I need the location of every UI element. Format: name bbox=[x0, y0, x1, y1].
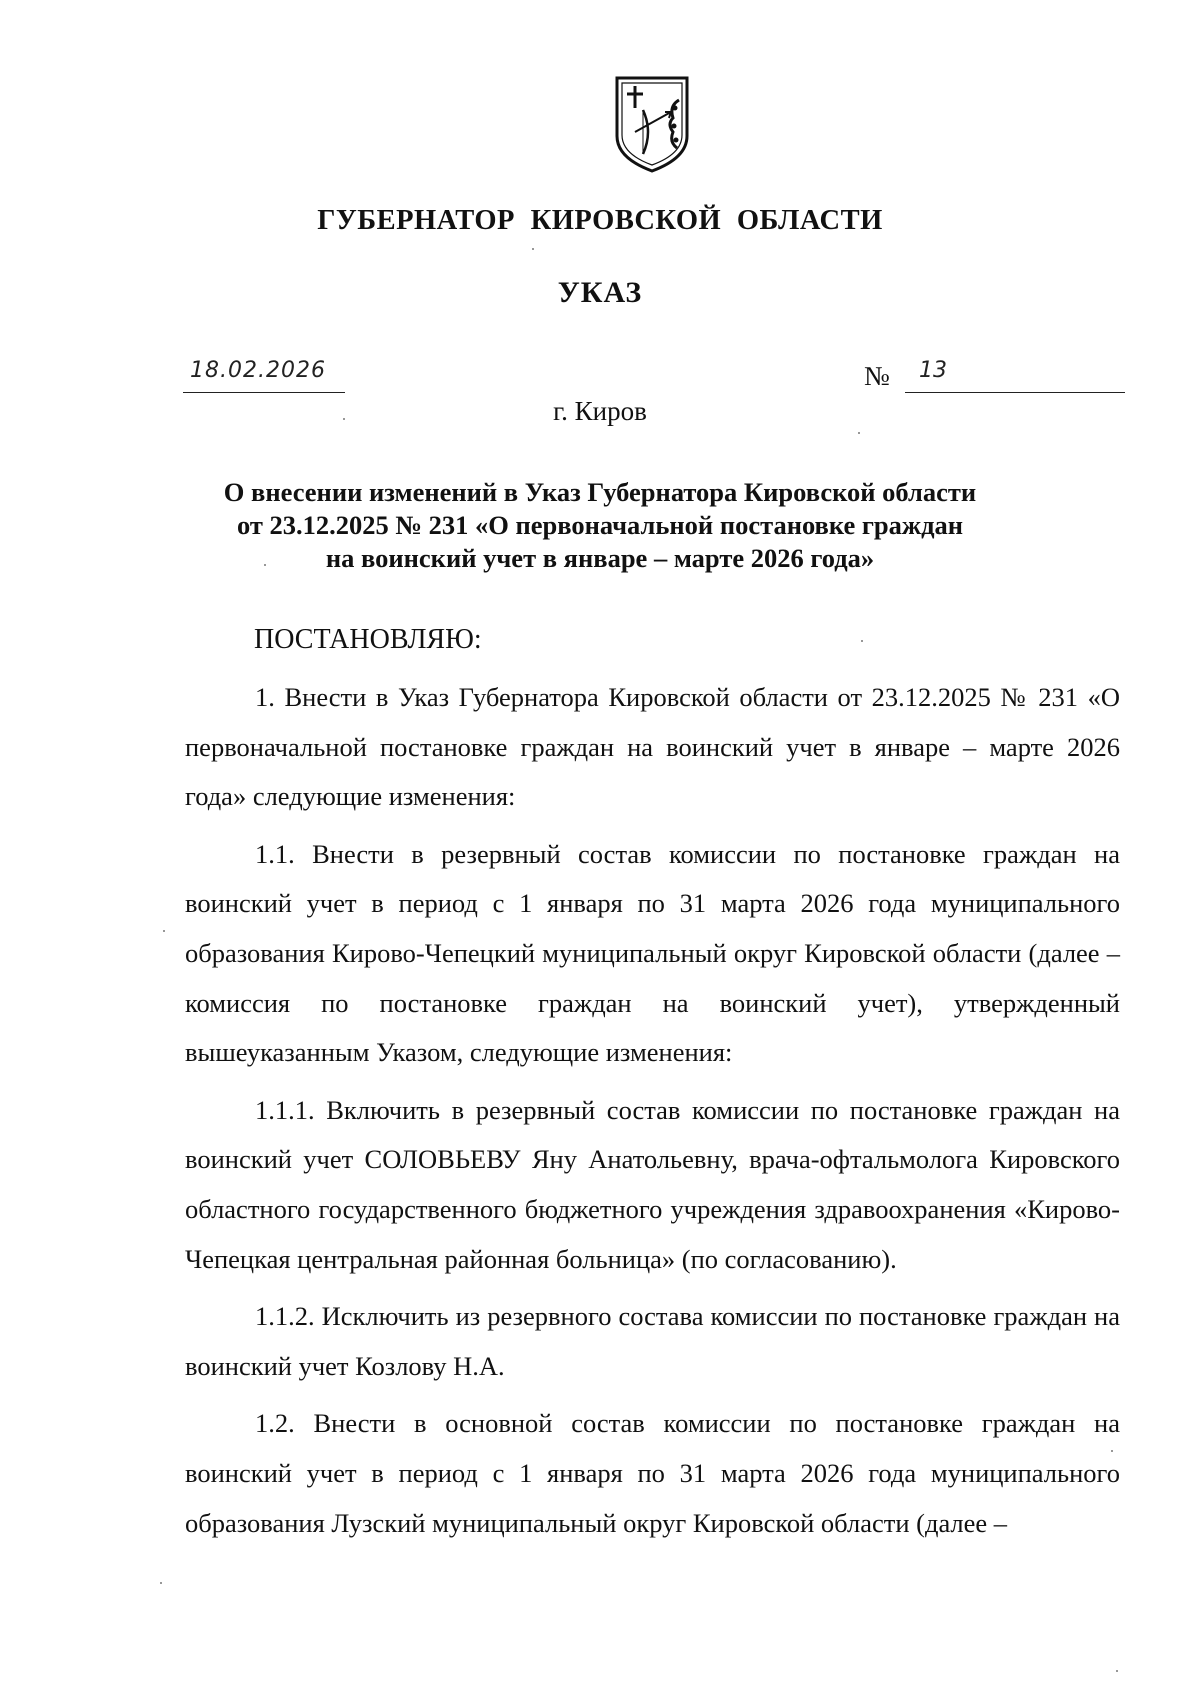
issuing-authority: ГУБЕРНАТОР КИРОВСКОЙ ОБЛАСТИ bbox=[317, 205, 883, 236]
scan-speck bbox=[858, 432, 860, 434]
number-field bbox=[905, 358, 1125, 393]
decree-word: ПОСТАНОВЛЯЮ: bbox=[254, 624, 482, 655]
scan-speck bbox=[861, 640, 863, 642]
handwritten-number: 13 bbox=[919, 358, 947, 383]
paragraph: 1.1. Внести в резервный состав комиссии по постановке граждан на воинский учет в период с 1 января по 31 марта 2026 года муниципального образования Кирово-Чепецкий муниципальный округ Кировской области (далее – комиссия по постановке граждан на воинский учет), утвержденный вышеуказанным Указом, следующие изменения: bbox=[185, 838, 1120, 1068]
document-body bbox=[185, 673, 1120, 1556]
scan-speck bbox=[343, 418, 345, 420]
scan-speck bbox=[1111, 1450, 1113, 1452]
number-sign: № bbox=[864, 361, 890, 391]
paragraph: 1. Внести в Указ Губернатора Кировской области от 23.12.2025 № 231 «О первоначальной постановке граждан на воинский учет в январе – марте 2026 года» следующие изменения: bbox=[185, 682, 1120, 812]
scan-speck bbox=[160, 1582, 162, 1584]
scan-speck bbox=[264, 564, 266, 566]
coat-of-arms-icon bbox=[613, 74, 691, 174]
scan-speck bbox=[532, 248, 534, 250]
scan-speck bbox=[1116, 1670, 1118, 1672]
date-field bbox=[183, 358, 345, 393]
paragraph: 1.1.2. Исключить из резервного состава комиссии по постановке граждан на воинский учет Козлову Н.А. bbox=[185, 1301, 1120, 1381]
document-type: УКАЗ bbox=[557, 276, 643, 309]
title-line: от 23.12.2025 № 231 «О первоначальной постановке граждан bbox=[236, 510, 964, 540]
scan-speck bbox=[163, 930, 165, 932]
title-line: О внесении изменений в Указ Губернатора Кировской области bbox=[223, 477, 977, 507]
document-title bbox=[120, 476, 1080, 575]
paragraph: 1.2. Внести в основной состав комиссии по постановке граждан на воинский учет в период с 1 января по 31 марта 2026 года муниципального образования Лузский муниципальный округ Кировской области (далее – bbox=[185, 1408, 1120, 1538]
title-line: на воинский учет в январе – марте 2026 года» bbox=[325, 543, 875, 573]
handwritten-date: 18.02.2026 bbox=[190, 358, 326, 383]
city: г. Киров bbox=[553, 396, 647, 426]
paragraph: 1.1.1. Включить в резервный состав комиссии по постановке граждан на воинский учет СОЛОВЬЕВУ Яну Анатольевну, врача-офтальмолога Кировского областного государственного бюджетного учреждения здравоохранения «Кирово-Чепецкая центральная районная больница» (по согласованию). bbox=[185, 1094, 1120, 1274]
